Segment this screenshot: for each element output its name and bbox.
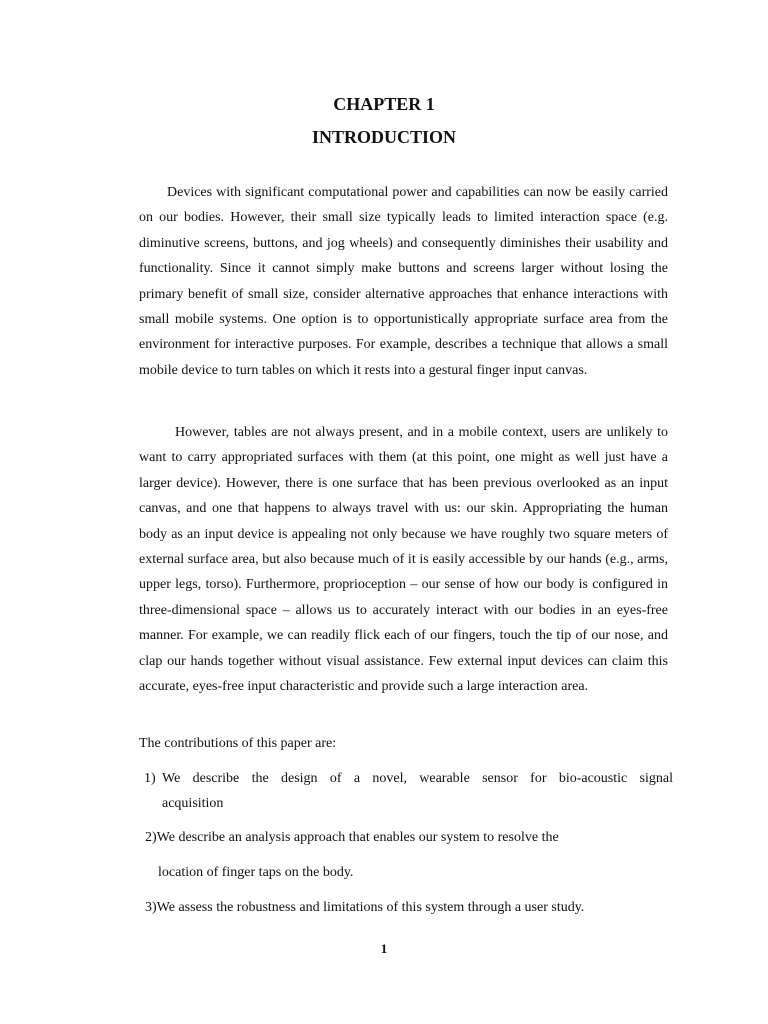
contribution-item-1-line-1: We describe the design of a novel, wearable sensor for bio-acoustic signal — [162, 771, 673, 786]
contributions-intro: The contributions of this paper are: — [139, 736, 337, 751]
chapter-heading: CHAPTER 1 — [333, 94, 435, 114]
contribution-item-2-line-1: 2)We describe an analysis approach that enables our system to resolve the — [145, 830, 559, 845]
contribution-item-3: 3)We assess the robustness and limitations of this system through a user study. — [145, 900, 585, 915]
contribution-item-1-line-2: acquisition — [162, 796, 224, 811]
paragraph-1: Devices with significant computational power and capabilities can now be easily carried on our bodies. However, their small size typically leads to limited interaction space (e.g. diminutive screens, buttons, and jog wheels) and consequently diminishes their usability and functionality. Since it cannot simply make buttons and screens larger without losing the primary benefit of small size, consider alternative approaches that enhance interactions with small mobile systems. One option is to opportunistically appropriate surface area from the environment for interactive purposes. For example, describes a technique that allows a small mobile device to turn tables on which it rests into a gestural finger input canvas. — [139, 185, 668, 378]
contribution-item-1-number: 1) — [144, 771, 156, 786]
paragraph-2: However, tables are not always present, and in a mobile context, users are unlikely to want to carry appropriated surfaces with them (at this point, one might as well just have a larger device). However, there is one surface that has been previous overlooked as an input canvas, and one that happens to always travel with us: our skin. Appropriating the human body as an input device is appealing not only because we have roughly two square meters of external surface area, but also because much of it is easily accessible by our hands (e.g., arms, upper legs, torso). Furthermore, proprioception – our sense of how our body is configured in three-dimensional space – allows us to accurately interact with our bodies in an eyes-free manner. For example, we can readily flick each of our fingers, touch the tip of our nose, and clap our hands together without visual assistance. Few external input devices can claim this accurate, eyes-free input characteristic and provide such a large interaction area. — [139, 425, 668, 695]
chapter-title: INTRODUCTION — [311, 127, 457, 147]
contribution-item-2-line-2: location of finger taps on the body. — [158, 865, 354, 880]
page-number: 1 — [380, 941, 388, 956]
